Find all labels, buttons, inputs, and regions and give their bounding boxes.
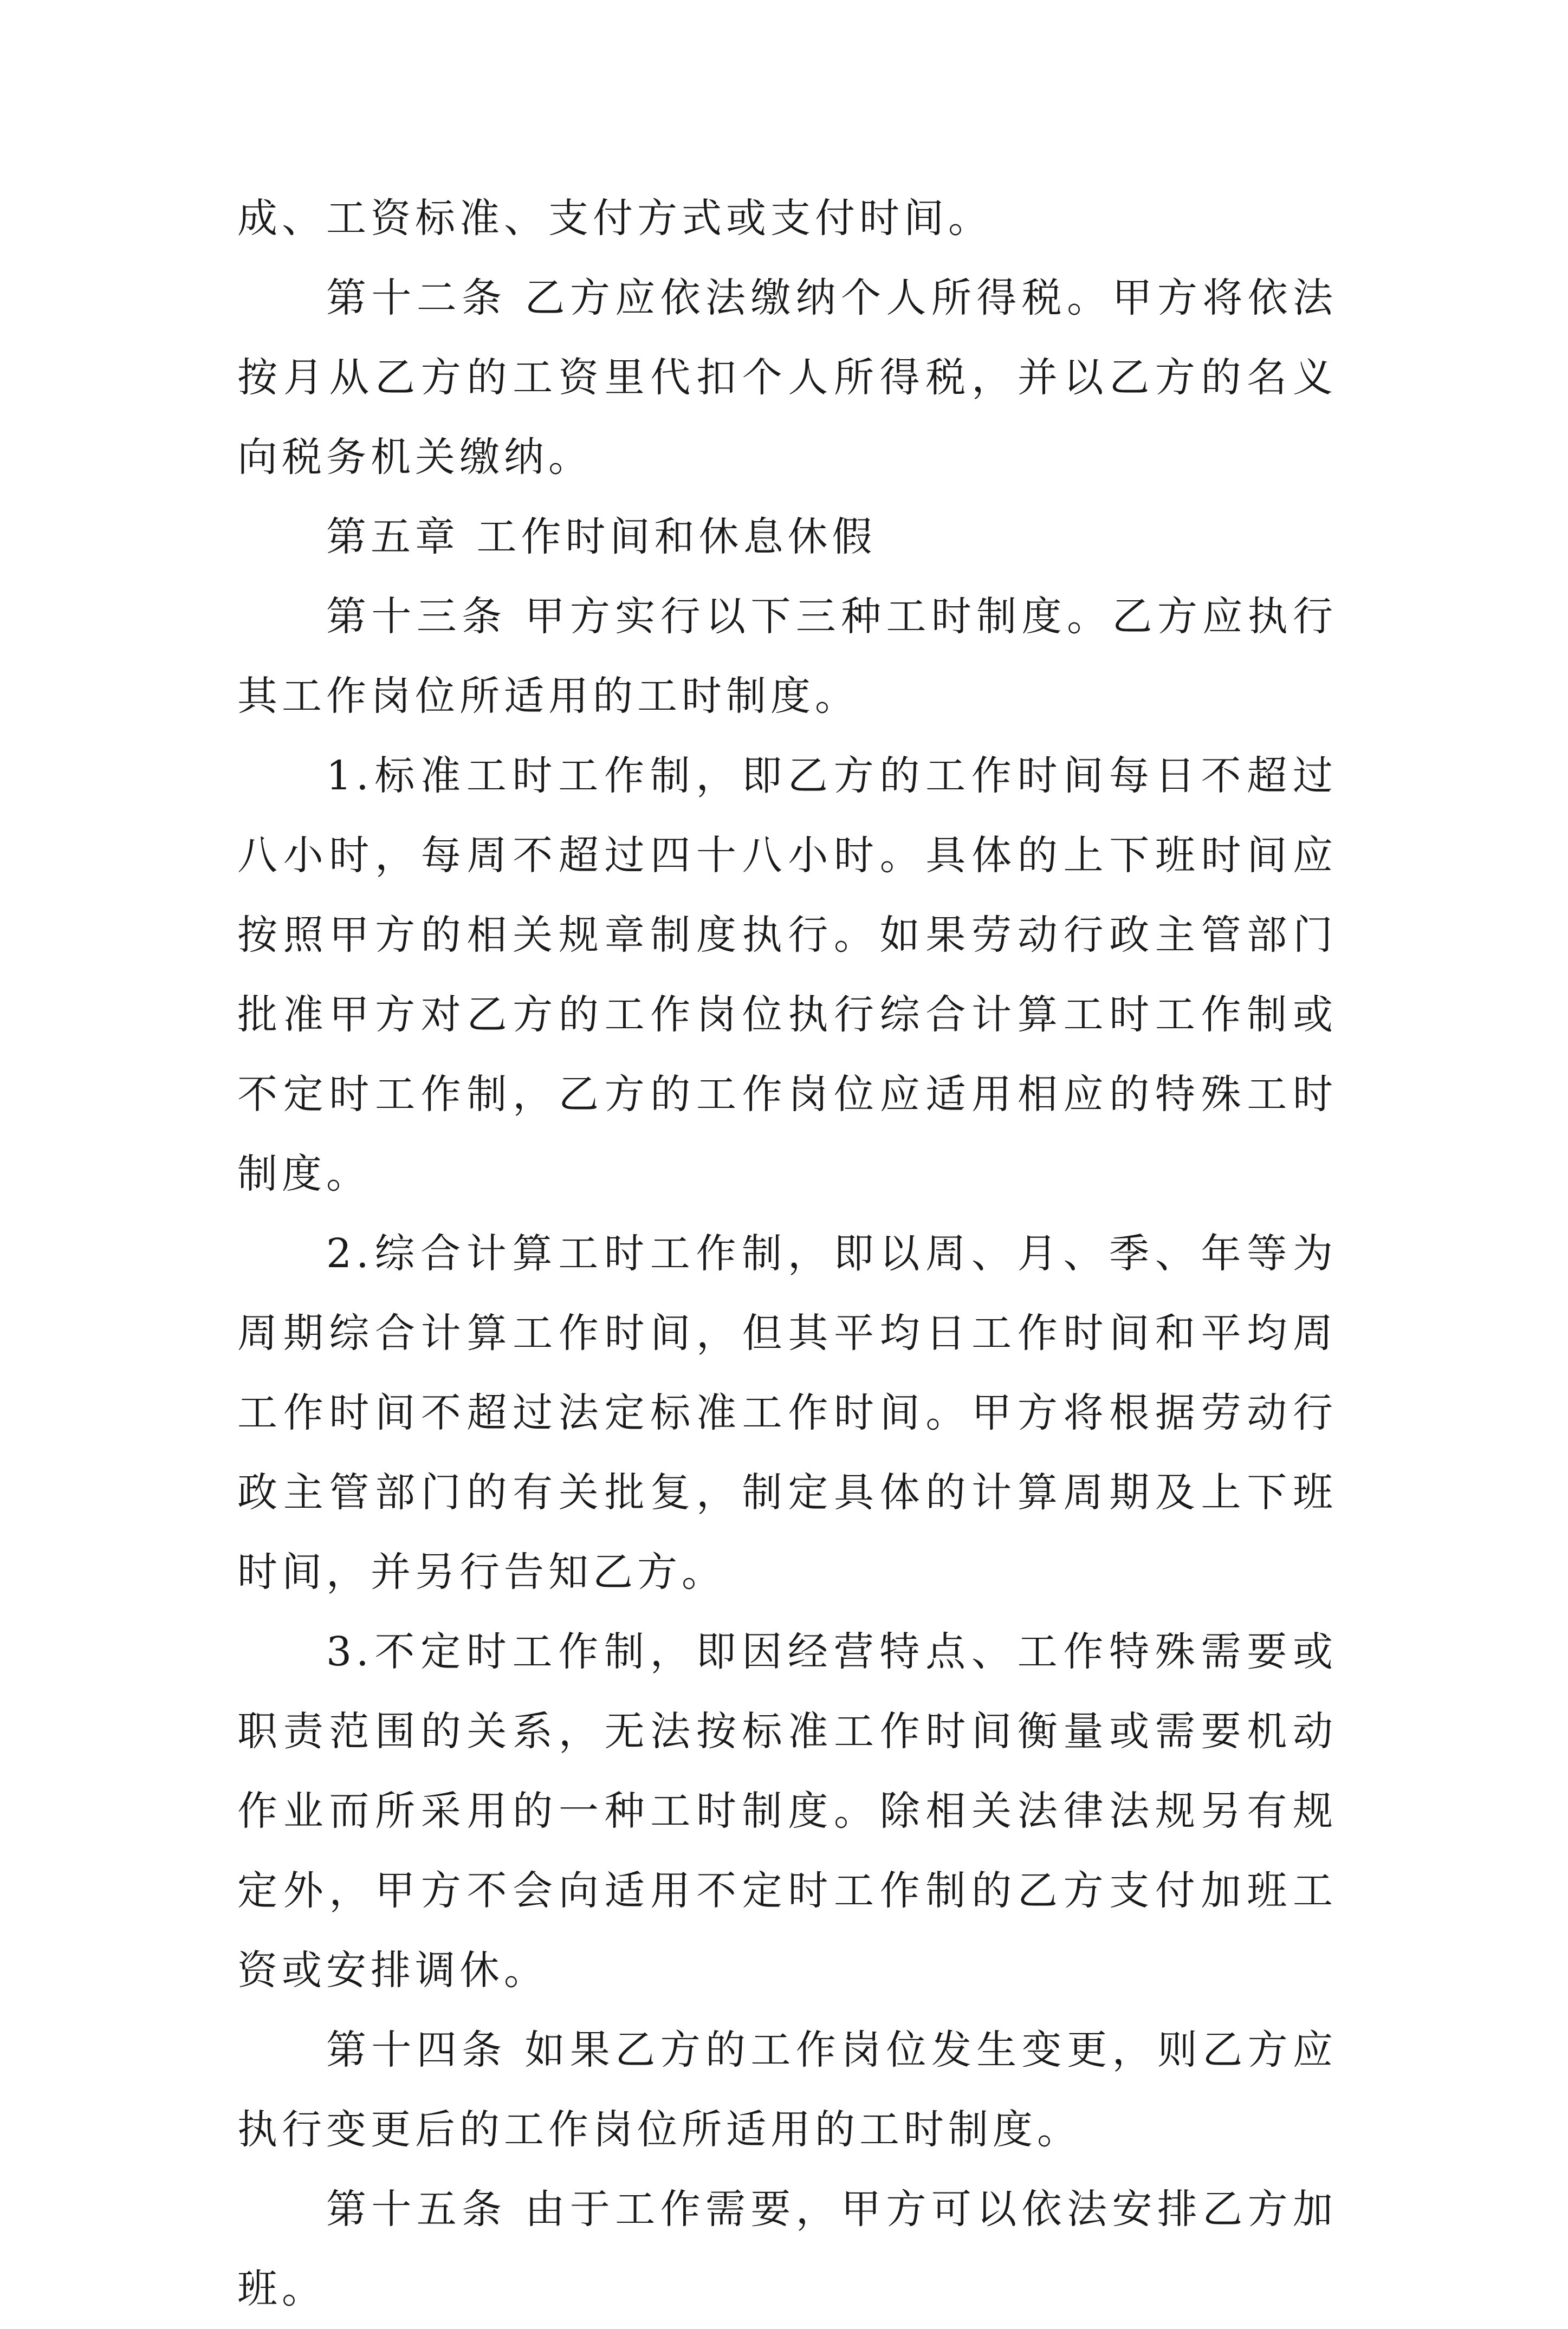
paragraph-continuation: 成、工资标准、支付方式或支付时间。 bbox=[237, 195, 993, 242]
chapter-5-heading: 第五章 工作时间和休息休假 bbox=[326, 514, 877, 560]
article-13-item-1: 1.标准工时工作制，即乙方的工作时间每日不超过八小时，每周不超过四十八小时。具体的上下班时间应按照甲方的相关规章制度执行。如果劳动行政主管部门批准甲方对乙方的工作岗位执行综合计算工时工作制或不定时工作制，乙方的工作岗位应适用相应的特殊工时制度。 bbox=[237, 752, 1337, 1197]
article-12: 第十二条 乙方应依法缴纳个人所得税。甲方将依法按月从乙方的工资里代扣个人所得税，并以乙方的名义向税务机关缴纳。 bbox=[237, 275, 1337, 481]
document-body bbox=[237, 179, 1337, 2329]
article-13: 第十三条 甲方实行以下三种工时制度。乙方应执行其工作岗位所适用的工时制度。 bbox=[237, 593, 1337, 719]
article-13-item-2: 2.综合计算工时工作制，即以周、月、季、年等为周期综合计算工作时间，但其平均日工作时间和平均周工作时间不超过法定标准工作时间。甲方将根据劳动行政主管部门的有关批复，制定具体的计算周期及上下班时间，并另行告知乙方。 bbox=[237, 1230, 1337, 1595]
article-13-item-3: 3.不定时工作制，即因经营特点、工作特殊需要或职责范围的关系，无法按标准工作时间衡量或需要机动作业而所采用的一种工时制度。除相关法律法规另有规定外，甲方不会向适用不定时工作制的乙方支付加班工资或安排调休。 bbox=[237, 1629, 1337, 1994]
article-15: 第十五条 由于工作需要，甲方可以依法安排乙方加班。 bbox=[237, 2186, 1337, 2312]
article-14: 第十四条 如果乙方的工作岗位发生变更，则乙方应执行变更后的工作岗位所适用的工时制度。 bbox=[237, 2027, 1337, 2153]
